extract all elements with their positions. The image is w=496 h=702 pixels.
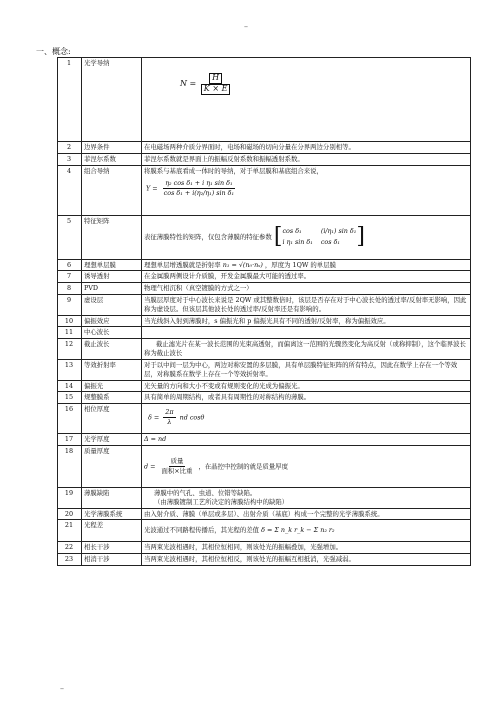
- row-number: 17: [58, 434, 82, 446]
- row-number: 18: [58, 445, 82, 487]
- table-row: [58, 271, 471, 283]
- table-row: [58, 327, 471, 339]
- row-description: 当两束光波相遇时，其相位恒相反，则该处光的振幅互相抵消，光强减弱。: [142, 554, 471, 566]
- table-row: [58, 554, 471, 566]
- row-text: 表征薄膜特性的矩阵，仅包含薄膜的特征参数: [144, 233, 272, 242]
- formula-path-difference: δ = Σ n_k r_k − Σ n₂ r₂: [261, 526, 335, 535]
- row-number: 12: [58, 339, 82, 360]
- table-row: [58, 165, 471, 215]
- header-mark: –: [244, 22, 248, 31]
- table-row: [58, 153, 471, 165]
- row-term: 理想单层膜: [82, 259, 142, 271]
- formula-phase-thickness: δ = $\frac{2\pi}{\lambda}$ nd cosθ: [148, 408, 205, 426]
- row-description: [142, 165, 471, 215]
- row-description: 光矢量的方向和大小不变或有规则变化的光成为偏振光。: [142, 380, 471, 392]
- row-term: 相长干涉: [82, 542, 142, 554]
- row-term: PVD: [82, 283, 142, 295]
- table-row: [58, 58, 471, 142]
- row-number: 6: [58, 259, 82, 271]
- row-term: 截止波长: [82, 339, 142, 360]
- formula-optical-thickness: Δ = nd: [144, 435, 167, 444]
- row-description: 光波通过不同路程传播后，其光程的差值 δ = Σ n_k r_k − Σ n₂ r₂: [142, 520, 471, 542]
- row-description: 在金属膜两侧设计介质膜，开发金属膜最大可能的透过率。: [142, 271, 471, 283]
- formula-admittance: N = $\frac{H}{K \times E}$: [144, 59, 468, 95]
- row-description: 当光线斜入射到薄膜时，s 偏振光和 p 偏振光具有不同的透射/反射率，称为偏振效应。: [142, 315, 471, 327]
- concepts-table: [57, 57, 471, 566]
- row-term: 诱导透射: [82, 271, 142, 283]
- row-number: 7: [58, 271, 82, 283]
- row-number: 16: [58, 404, 82, 434]
- row-number: 8: [58, 283, 82, 295]
- table-row: [58, 142, 471, 154]
- formula-combined-admittance: Y = $\frac{\text{η₂ cos δ₁ + i η₁ sin δ₁}}{\text{cos δ₁ + i(η₂/η₁) sin δ₁}}$: [146, 179, 235, 198]
- row-term: 相消干涉: [82, 554, 142, 566]
- row-description: [142, 404, 471, 434]
- table-row: [58, 392, 471, 404]
- row-description: [142, 215, 471, 259]
- row-term: 等效折射率: [82, 359, 142, 380]
- row-term: 虚设层: [82, 294, 142, 315]
- footer-mark: –: [60, 684, 64, 693]
- row-description: 在电磁场两种介质分界面时，电场和磁场的切向分量在分界两边分别相等。: [142, 142, 471, 154]
- row-number: 19: [58, 487, 82, 508]
- row-term: 规整膜系: [82, 392, 142, 404]
- row-number: 3: [58, 153, 82, 165]
- table-row: [58, 520, 471, 542]
- row-number: 22: [58, 542, 82, 554]
- row-term: 偏振效应: [82, 315, 142, 327]
- row-description: d = $\frac{\text{质量}}{\text{面积×比重}}$ ，在晶控中控制的就是质量厚度: [142, 445, 471, 487]
- row-description: [142, 58, 471, 142]
- section-heading: 一、概念:: [36, 47, 71, 56]
- table-row: [58, 434, 471, 446]
- row-number: 11: [58, 327, 82, 339]
- row-number: 15: [58, 392, 82, 404]
- row-number: 21: [58, 520, 82, 542]
- row-term: 光学导纳: [82, 58, 142, 142]
- row-description: 理想单层增透膜就是折射率 n₁ = √(n₀·nₛ) ，厚度为 1QW 的单层膜: [142, 259, 471, 271]
- table-row: [58, 359, 471, 380]
- row-description: 当膜层厚度对于中心波长来说是 2QW 或其整数倍时，该层是否存在对于中心波长处的透过率/反射率无影响，因此称为虚设层。但该层其他波长处的透过率/反射率还是有影响的。: [142, 294, 471, 315]
- row-description: 当两束光波相遇时，其相位恒相同，则该处光的振幅叠加，光强增加。: [142, 542, 471, 554]
- row-number: 2: [58, 142, 82, 154]
- row-description: 具有简单的周期结构，或者具有周期性的对称结构的薄膜。: [142, 392, 471, 404]
- row-term: 质量厚度: [82, 445, 142, 487]
- row-text: 将膜系与基底看成一体时的导纳，对于单层膜和基底组合来说，: [144, 166, 323, 175]
- row-term: 特征矩阵: [82, 215, 142, 259]
- formula-mass-thickness: $\frac{\text{质量}}{\text{面积×比重}}$: [161, 457, 193, 475]
- row-description: [142, 434, 471, 446]
- row-number: 23: [58, 554, 82, 566]
- row-description: 菲涅尔系数就是界面上的振幅反射系数和振幅透射系数。: [142, 153, 471, 165]
- formula-characteristic-matrix: [ cos δ₁ (i/η₁) sin δ₁ i η₁ sin δ₁ cos δ₁ ]: [273, 224, 365, 250]
- table-row: [58, 339, 471, 360]
- formula-ideal-index: n₁ = √(n₀·nₛ): [222, 260, 263, 269]
- row-description: 薄膜中的气孔、虫道、位错等缺陷。 （由薄膜镀制工艺所决定的薄膜结构中的缺陷）: [142, 487, 471, 508]
- row-number: 5: [58, 215, 82, 259]
- table-row: [58, 542, 471, 554]
- row-term: 组合导纳: [82, 165, 142, 215]
- row-number: 20: [58, 508, 82, 520]
- row-term: 光学厚度: [82, 434, 142, 446]
- row-number: 13: [58, 359, 82, 380]
- table-row: [58, 259, 471, 271]
- row-term: 光程差: [82, 520, 142, 542]
- row-number: 1: [58, 58, 82, 142]
- row-term: 偏振光: [82, 380, 142, 392]
- row-term: 光学薄膜系统: [82, 508, 142, 520]
- table-row: [58, 215, 471, 259]
- row-term: 相位厚度: [82, 404, 142, 434]
- row-term: 薄膜缺陷: [82, 487, 142, 508]
- row-description: [142, 327, 471, 339]
- row-term: 菲涅尔系数: [82, 153, 142, 165]
- row-description: 对于以中间一层为中心，两边对称安置的多层膜，具有单层膜特征矩阵的所有特点，因此在数学上存在一个等效层，对称膜系在数学上存在一个等效折射率。: [142, 359, 471, 380]
- table-row: [58, 380, 471, 392]
- table-row: [58, 487, 471, 508]
- table-row: [58, 508, 471, 520]
- table-row: [58, 445, 471, 487]
- row-term: 边界条件: [82, 142, 142, 154]
- table-row: [58, 404, 471, 434]
- table-row: [58, 283, 471, 295]
- table-row: [58, 315, 471, 327]
- table-row: [58, 294, 471, 315]
- row-number: 9: [58, 294, 82, 315]
- row-description: 物理气相沉积（真空镀膜的方式之一）: [142, 283, 471, 295]
- row-description: 由入射介质、薄膜（单层或多层）、出射介质（基底）构成一个完整的光学薄膜系统。: [142, 508, 471, 520]
- row-term: 中心波长: [82, 327, 142, 339]
- row-number: 10: [58, 315, 82, 327]
- row-number: 14: [58, 380, 82, 392]
- row-number: 4: [58, 165, 82, 215]
- row-description: 截止滤光片在某一波长范围的光束高透射，而偏离这一范围的光骤然变化为高反射（或称抑制），这个临界波长称为截止波长: [142, 339, 471, 360]
